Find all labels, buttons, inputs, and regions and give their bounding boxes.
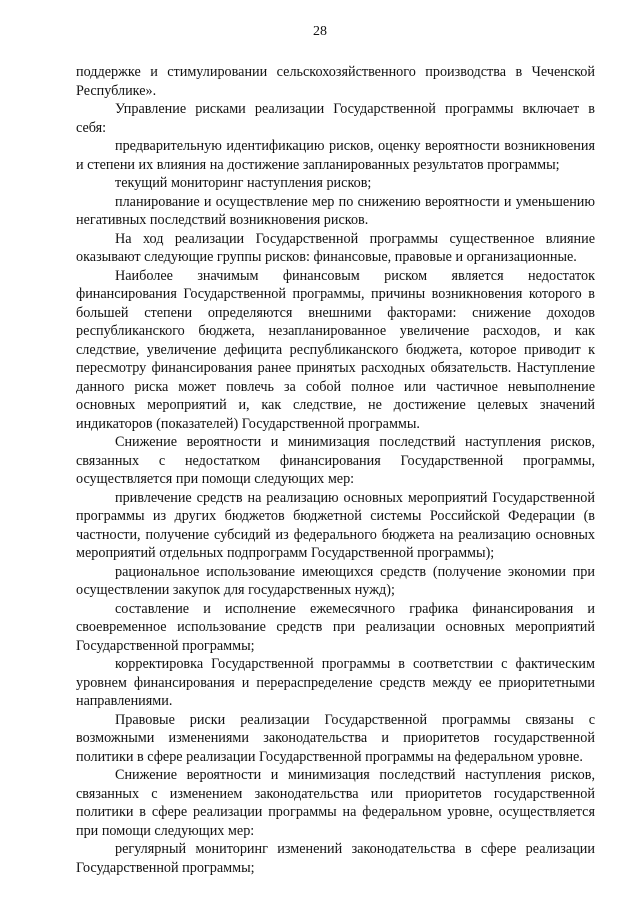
page-number: 28 bbox=[313, 24, 327, 39]
paragraph: На ход реализации Государственной программы существенное влияние оказывают следующие группы рисков: финансовые, правовые и организационные. bbox=[76, 230, 595, 265]
list-item: корректировка Государственной программы в соответствии с фактическим уровнем финансирования и перераспределение средств между ее приоритетными направлениями. bbox=[76, 656, 595, 709]
list-item: планирование и осуществление мер по снижению вероятности и уменьшению негативных последствий возникновения рисков. bbox=[76, 193, 595, 228]
list-item: составление и исполнение ежемесячного графика финансирования и своевременное использование средств при реализации основных мероприятий Государственной программы; bbox=[76, 600, 595, 654]
body-text bbox=[76, 63, 595, 877]
paragraph: Наиболее значимым финансовым риском является недостаток финансирования Государственной программы, причины возникновения которого в большей степени определяются внешними факторами: снижение доходов республиканского бюджета, незапланированное увеличение расходов, и как следствие, увеличение дефицита республиканского бюджета, которое приводит к пересмотру финансирования ранее принятых расходных обязательств. Наступление данного риска может повлечь за собой полное или частичное невыполнение основных мероприятий и, как следствие, не достижение целевых значений индикаторов (показателей) Государственной программы. bbox=[76, 267, 595, 432]
list-item: рациональное использование имеющихся средств (получение экономии при осуществлении закупок для государственных нужд); bbox=[76, 563, 595, 598]
list-item: регулярный мониторинг изменений законодательства в сфере реализации Государственной программы; bbox=[76, 841, 595, 876]
paragraph: Снижение вероятности и минимизация последствий наступления рисков, связанных с изменением законодательства или приоритетов государственной политики в сфере реализации программы на федеральном уровне, осуществляется при помощи следующих мер: bbox=[76, 767, 595, 839]
paragraph: Снижение вероятности и минимизация последствий наступления рисков, связанных с недостатком финансирования Государственной программы, осуществляется при помощи следующих мер: bbox=[76, 434, 595, 487]
paragraph: Правовые риски реализации Государственной программы связаны с возможными изменениями законодательства и приоритетов государственной политики в сфере реализации Государственной программы на федеральном уровне. bbox=[76, 711, 595, 765]
paragraph: Управление рисками реализации Государственной программы включает в себя: bbox=[76, 101, 595, 136]
list-item: привлечение средств на реализацию основных мероприятий Государственной программы из других бюджетов бюджетной системы Российской Федерации (в частности, получение субсидий из федерального бюджета на реализацию основных мероприятий отдельных подпрограмм Государственной программы); bbox=[76, 489, 595, 561]
paragraph-continuation: поддержке и стимулировании сельскохозяйственного производства в Чеченской Республике». bbox=[76, 64, 595, 99]
list-item: предварительную идентификацию рисков, оценку вероятности возникновения и степени их влияния на достижение запланированных результатов программы; bbox=[76, 138, 595, 173]
list-item: текущий мониторинг наступления рисков; bbox=[115, 175, 372, 191]
